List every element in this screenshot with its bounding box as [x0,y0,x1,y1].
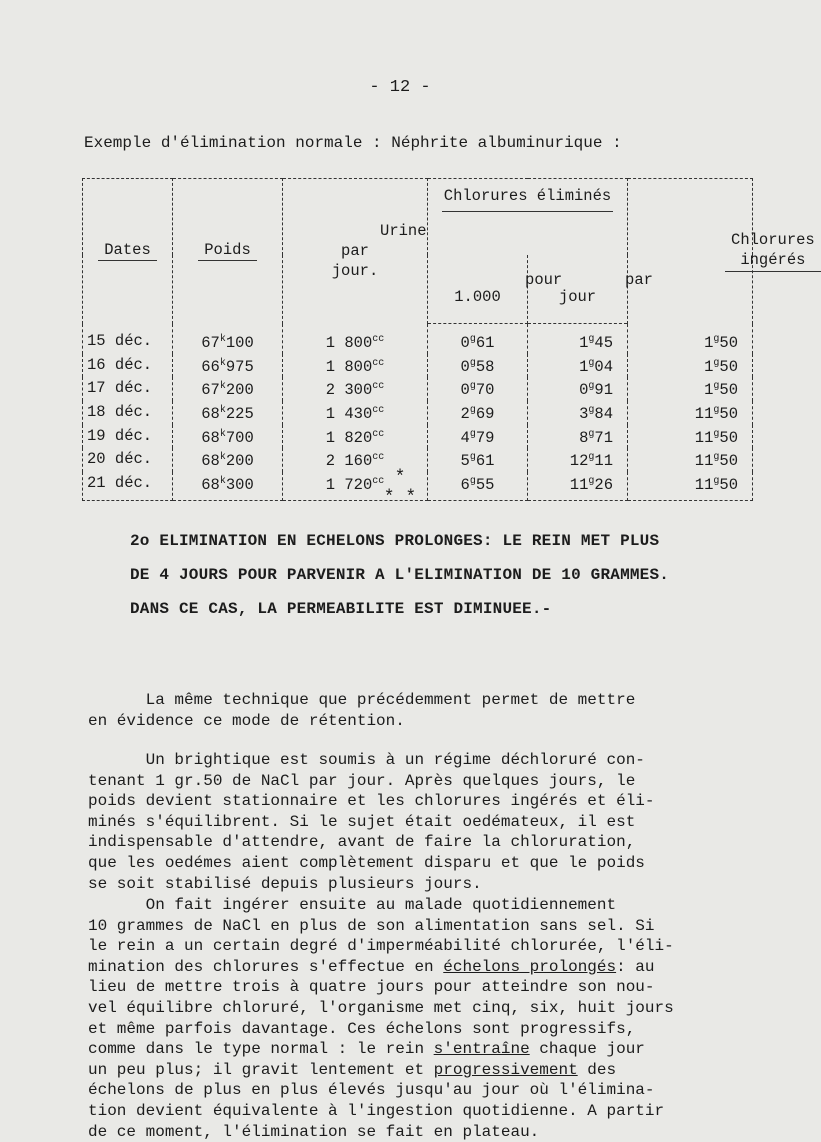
cell-ingeres: 1$^g$50 [628,324,753,354]
cell-poids: 66$^k$975 [173,354,283,378]
table-caption: Exemple d'élimination normale : Néphrite albuminurique : [84,134,622,152]
cell-par-jour: 3$^g$84 [528,401,628,425]
cell-urine: 2 $160^{cc}$ [283,448,428,472]
cell-par-jour: 0$^g$91 [528,377,628,401]
cell-date: 17 déc. [83,377,173,401]
cell-par-jour: 1$^g$04 [528,354,628,378]
elimination-table [82,178,815,501]
header-chlorures-ingeres: Chlorures ingérés [628,179,753,324]
cell-pour-mille: 4$^g$79 [428,425,528,449]
cell-pour-mille: 0$^g$70 [428,377,528,401]
table-row [83,401,753,425]
header-urine: Urine par jour. [283,179,428,324]
cell-urine: 1 $820^{cc}$ [283,425,428,449]
cell-pour-mille: 6$^g$55 [428,472,528,500]
header-pour-mille: pour 1.000 [428,255,528,324]
cell-par-jour: 11$^g$26 [528,472,628,500]
cell-pour-mille: 0$^g$58 [428,354,528,378]
cell-poids: 68$^k$300 [173,472,283,500]
paragraph-2: Un brightique est soumis à un régime déchloruré con- tenant 1 gr.50 de NaCl par jour. Après quelques jours, le poids devient stationnaire et les chlorures ingérés et éli- minés s'équilibrent. Si le sujet était oedémateux, il est indispensable d'attendre, avant de faire la chloruration, que les oedémes aient complètement disparu et que le poids se soit stabilisé depuis plusieurs jours. [88,751,655,893]
cell-ingeres: 1$^g$50 [628,354,753,378]
header-par-jour: par jour [528,255,628,324]
cell-ingeres: 11$^g$50 [628,448,753,472]
cell-urine: 2 $300^{cc}$ [283,377,428,401]
cell-ingeres: 11$^g$50 [628,425,753,449]
cell-par-jour: 1$^g$45 [528,324,628,354]
cell-poids: 67$^k$100 [173,324,283,354]
underline-progressivement: progressivement [433,1060,578,1079]
cell-date: 19 déc. [83,425,173,449]
paragraph-3: On fait ingérer ensuite au malade quotidiennement 10 grammes de NaCl en plus de son alimentation sans sel. Si le rein a un certain degré d'imperméabilité chlorurée, l'éli- mination des chlorures s'effectue en échelons prolongés: au lieu de mettre trois à quatre jours pour atteindre son nou- vel équilibre chloruré, l'organisme met cinq, six, huit jours et même parfois davantage. Ces échelons sont progressifs, comme dans le type normal : le rein s'entraîne chaque jour un peu plus; il gravit lentement et progressivement des échelons de plus en plus élevés jusqu'au jour où l'élimina- tion devient équivalente à l'ingestion quotidienne. A partir de ce moment, l'élimination se fait en plateau. [88,896,674,1141]
underline-s-entraine: s'entraîne [433,1040,530,1059]
cell-pour-mille: 0$^g$61 [428,324,528,354]
cell-urine: 1 $430^{cc}$ [283,401,428,425]
cell-date: 16 déc. [83,354,173,378]
cell-urine: 1 $720^{cc}$ [283,472,428,500]
cell-poids: 68$^k$700 [173,425,283,449]
header-poids: Poids [173,179,283,324]
section-separator: * * * [383,468,417,508]
header-chlorures-elimines: Chlorures éliminés [428,179,628,256]
cell-ingeres: 11$^g$50 [628,472,753,500]
cell-date: 18 déc. [83,401,173,425]
cell-urine: 1 $800^{cc}$ [283,354,428,378]
cell-urine: 1 $800^{cc}$ [283,324,428,354]
cell-pour-mille: 5$^g$61 [428,448,528,472]
cell-poids: 67$^k$200 [173,377,283,401]
cell-ingeres: 11$^g$50 [628,401,753,425]
page-number: - 12 - [369,78,431,97]
cell-poids: 68$^k$225 [173,401,283,425]
cell-ingeres: 1$^g$50 [628,377,753,401]
cell-date: 20 déc. [83,448,173,472]
cell-par-jour: 8$^g$71 [528,425,628,449]
section-heading: 2o ELIMINATION EN ECHELONS PROLONGES: LE REIN MET PLUS DE 4 JOURS POUR PARVENIR A L'ELIMINATION DE 10 GRAMMES. DANS CE CAS, LA PERMEABILITE EST DIMINUEE.- [130,532,670,618]
table-row [83,425,753,449]
underline-echelons-prolonges: échelons prolongés [443,957,617,976]
table-row [83,354,753,378]
cell-date: 21 déc. [83,472,173,500]
paragraph-1: La même technique que précédemment permet de mettre en évidence ce mode de rétention. [88,691,636,730]
cell-poids: 68$^k$200 [173,448,283,472]
header-dates: Dates [83,179,173,324]
cell-pour-mille: 2$^g$69 [428,401,528,425]
cell-par-jour: 12$^g$11 [528,448,628,472]
table-row [83,324,753,354]
table-row [83,377,753,401]
cell-date: 15 déc. [83,324,173,354]
